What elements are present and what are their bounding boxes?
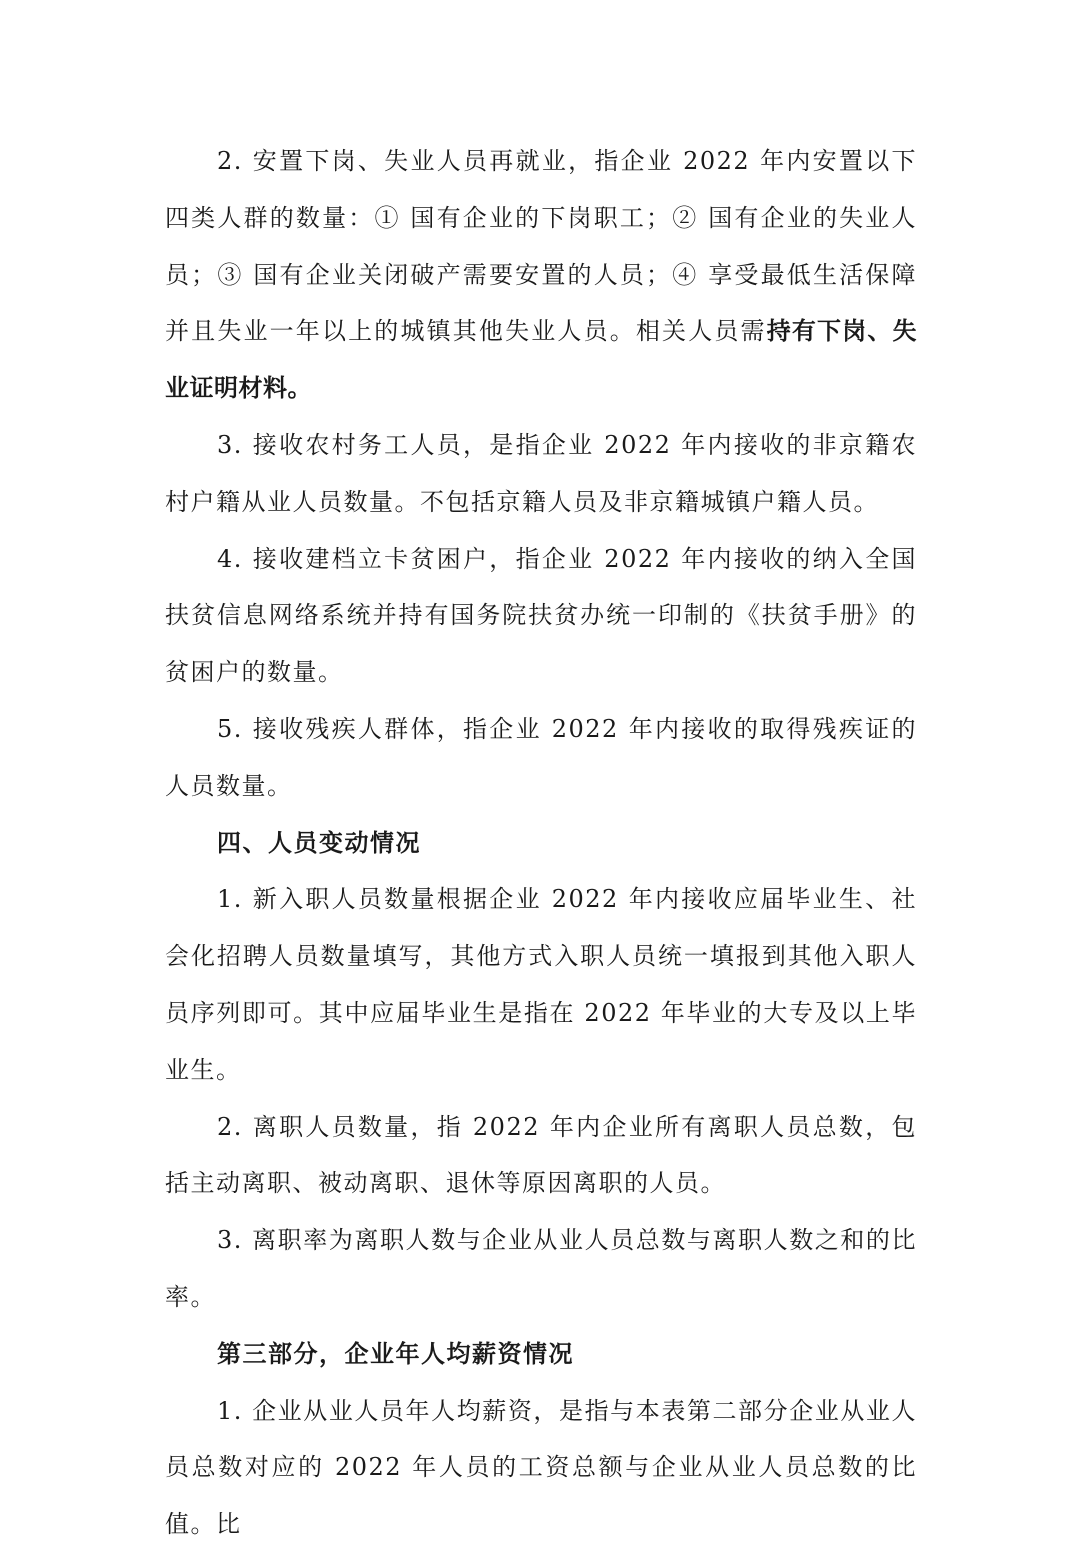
section-heading-part-three-salary: 第三部分，企业年人均薪资情况 [217,1339,574,1368]
paragraph-text: 2. 安置下岗、失业人员再就业，指企业 2022 年内安置以下四类人群的数量：① 国有企业的下岗职工；② 国有企业的失业人员；③ 国有企业关闭破产需要安置的人员；④ 享受最低生活保障并且失业一年以上的城镇其他失业人员。相关人员需 [165,147,917,346]
paragraph-disabled-groups: 5. 接收残疾人群体，指企业 2022 年内接收的取得残疾证的人员数量。 [165,714,917,800]
paragraph-resettle-laid-off [165,133,917,417]
paragraph-average-salary: 1. 企业从业人员年人均薪资，是指与本表第二部分企业从业人员总数对应的 2022 年人员的工资总额与企业从业人员总数的比值。比 [165,1396,917,1539]
paragraph-turnover-rate: 3. 离职率为离职人数与企业从业人员总数与离职人数之和的比率。 [165,1226,917,1311]
paragraph-new-hires: 1. 新入职人员数量根据企业 2022 年内接收应届毕业生、社会化招聘人员数量填写，其他方式入职人员统一填报到其他入职人员序列即可。其中应届毕业生是指在 2022 年毕业的大专及以上毕业生。 [165,885,917,1084]
paragraph-departures: 2. 离职人员数量，指 2022 年内企业所有离职人员总数，包括主动离职、被动离职、退休等原因离职的人员。 [165,1112,917,1198]
paragraph-rural-workers: 3. 接收农村务工人员，是指企业 2022 年内接收的非京籍农村户籍从业人员数量。不包括京籍人员及非京籍城镇户籍人员。 [165,430,917,516]
section-heading-personnel-changes: 四、人员变动情况 [217,828,421,857]
document-body [165,133,917,1553]
paragraph-poverty-households: 4. 接收建档立卡贫困户，指企业 2022 年内接收的纳入全国扶贫信息网络系统并持有国务院扶贫办统一印制的《扶贫手册》的贫困户的数量。 [165,544,917,687]
bold-emphasis-proof-materials: 持有下岗、失业证明材料。 [165,317,918,403]
